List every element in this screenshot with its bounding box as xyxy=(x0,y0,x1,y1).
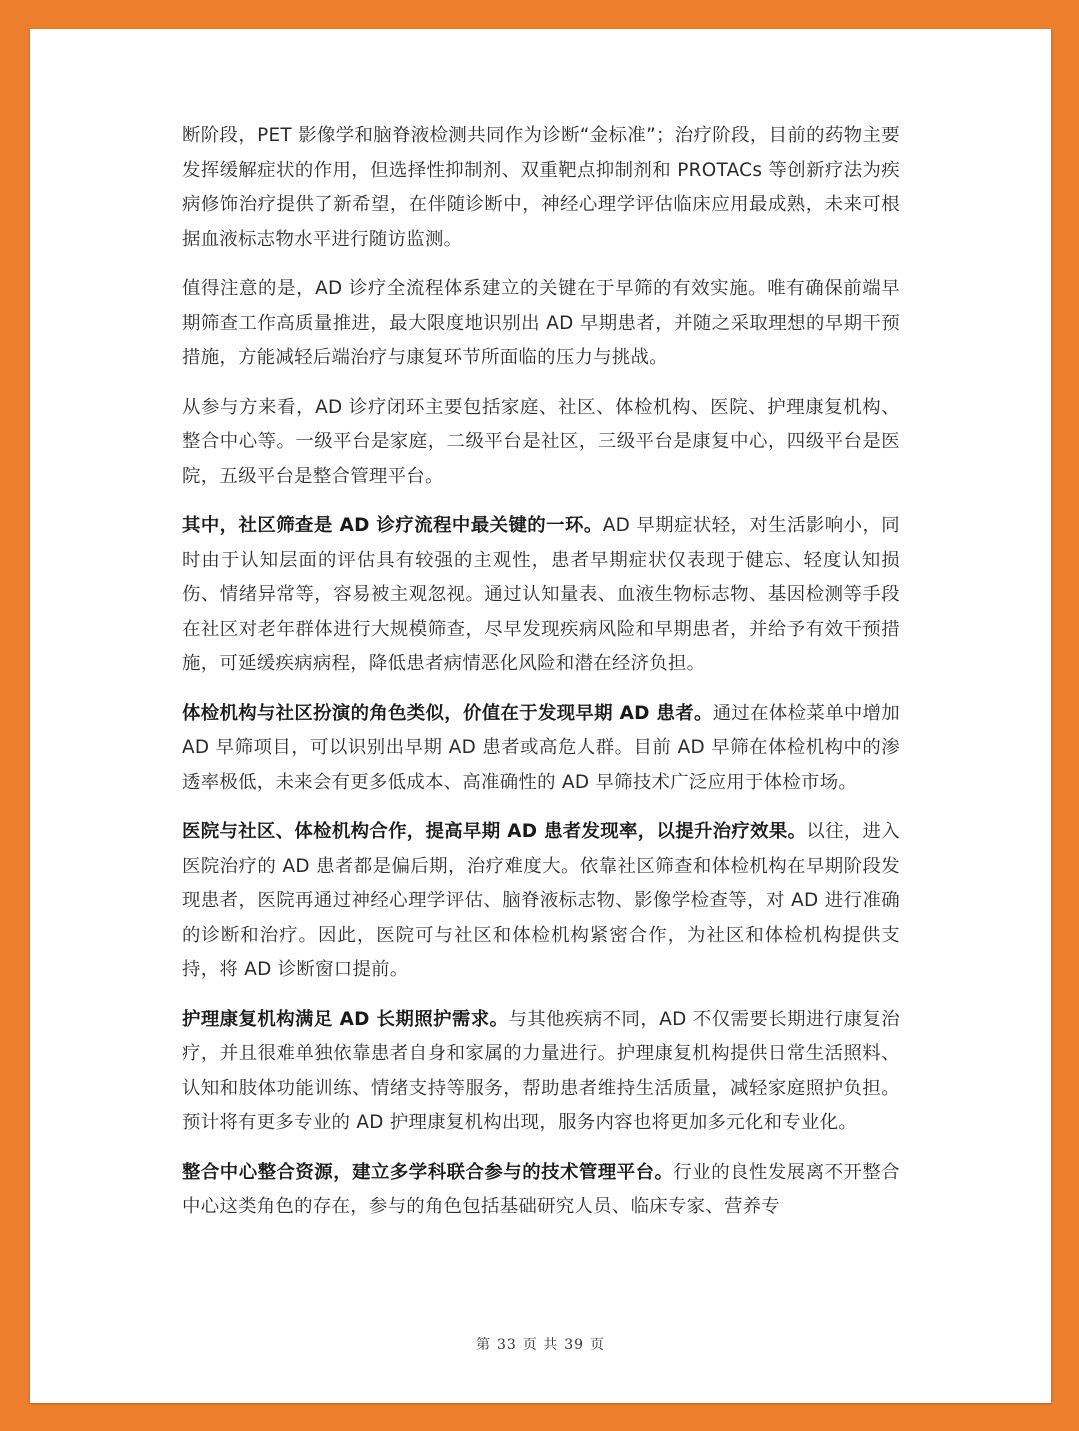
paragraph-text: AD 早期症状轻，对生活影响小，同时由于认知层面的评估具有较强的主观性，患者早期症状仅表现于健忘、轻度认知损伤、情绪异常等，容易被主观忽视。通过认知量表、血液生物标志物、基因检测等手段在社区对老年群体进行大规模筛查，尽早发现疾病风险和早期患者，并给予有效干预措施，可延缓疾病病程，降低患者病情恶化风险和潜在经济负担。 xyxy=(182,515,900,674)
footer-prefix: 第 xyxy=(475,1337,491,1353)
paragraph-text: 行业的良性发展离不开整合中心这类角色的存在，参与的角色包括基础研究人员、临床专家、营养专 xyxy=(182,1161,900,1217)
paragraph-lead: 整合中心整合资源，建立多学科联合参与的技术管理平台。 xyxy=(182,1161,674,1183)
paragraph xyxy=(182,1003,900,1141)
paragraph-lead: 其中，社区筛查是 AD 诊疗流程中最关键的一环。 xyxy=(182,515,603,536)
paragraph-lead: 护理康复机构满足 AD 长期照护需求。 xyxy=(182,1008,509,1030)
paragraph xyxy=(182,509,900,682)
paragraph xyxy=(182,272,900,376)
footer-total-pages: 39 xyxy=(564,1337,585,1353)
paragraph-text: 断阶段，PET 影像学和脑脊液检测共同作为诊断“金标准”；治疗阶段，目前的药物主要发挥缓解症状的作用，但选择性抑制剂、双重靶点抑制剂和 PROTACs 等创新疗法为疾病修饰治疗提供了新希望，在伴随诊断中，神经心理学评估临床应用最成熟，未来可根据血液标志物水平进行随访监测。 xyxy=(182,125,900,250)
page-content xyxy=(182,119,900,1240)
paragraph-text: 从参与方来看，AD 诊疗闭环主要包括家庭、社区、体检机构、医院、护理康复机构、整合中心等。一级平台是家庭，二级平台是社区，三级平台是康复中心，四级平台是医院，五级平台是整合管理平台。 xyxy=(182,396,900,487)
document-page xyxy=(30,29,1051,1403)
page-footer xyxy=(30,1334,1051,1354)
footer-current-page: 33 xyxy=(496,1337,517,1353)
footer-middle: 页 共 xyxy=(522,1337,559,1353)
paragraph-lead: 体检机构与社区扮演的角色类似，价值在于发现早期 AD 患者。 xyxy=(182,702,713,724)
paragraph xyxy=(182,391,900,495)
paragraph-text: 通过在体检菜单中增加 AD 早筛项目，可以识别出早期 AD 患者或高危人群。目前 AD 早筛在体检机构中的渗透率极低，未来会有更多低成本、高准确性的 AD 早筛技术广泛应用于体检市场。 xyxy=(182,702,900,793)
paragraph-text: 与其他疾病不同，AD 不仅需要长期进行康复治疗，并且很难单独依靠患者自身和家属的力量进行。护理康复机构提供日常生活照料、认知和肢体功能训练、情绪支持等服务，帮助患者维持生活质量，减轻家庭照护负担。预计将有更多专业的 AD 护理康复机构出现，服务内容也将更加多元化和专业化。 xyxy=(182,1008,900,1133)
paragraph xyxy=(182,119,900,257)
paragraph-lead: 医院与社区、体检机构合作，提高早期 AD 患者发现率，以提升治疗效果。 xyxy=(182,821,807,842)
footer-suffix: 页 xyxy=(590,1337,606,1353)
paragraph xyxy=(182,697,900,801)
paragraph-text: 以往，进入医院治疗的 AD 患者都是偏后期，治疗难度大。依靠社区筛查和体检机构在早期阶段发现患者，医院再通过神经心理学评估、脑脊液标志物、影像学检查等，对 AD 进行准确的诊断和治疗。因此，医院可与社区和体检机构紧密合作，为社区和体检机构提供支持，将 AD 诊断窗口提前。 xyxy=(182,821,900,980)
paragraph xyxy=(182,1156,900,1225)
paragraph xyxy=(182,815,900,988)
paragraph-text: 值得注意的是，AD 诊疗全流程体系建立的关键在于早筛的有效实施。唯有确保前端早期筛查工作高质量推进，最大限度地识别出 AD 早期患者，并随之采取理想的早期干预措施，方能减轻后端治疗与康复环节所面临的压力与挑战。 xyxy=(182,278,900,368)
